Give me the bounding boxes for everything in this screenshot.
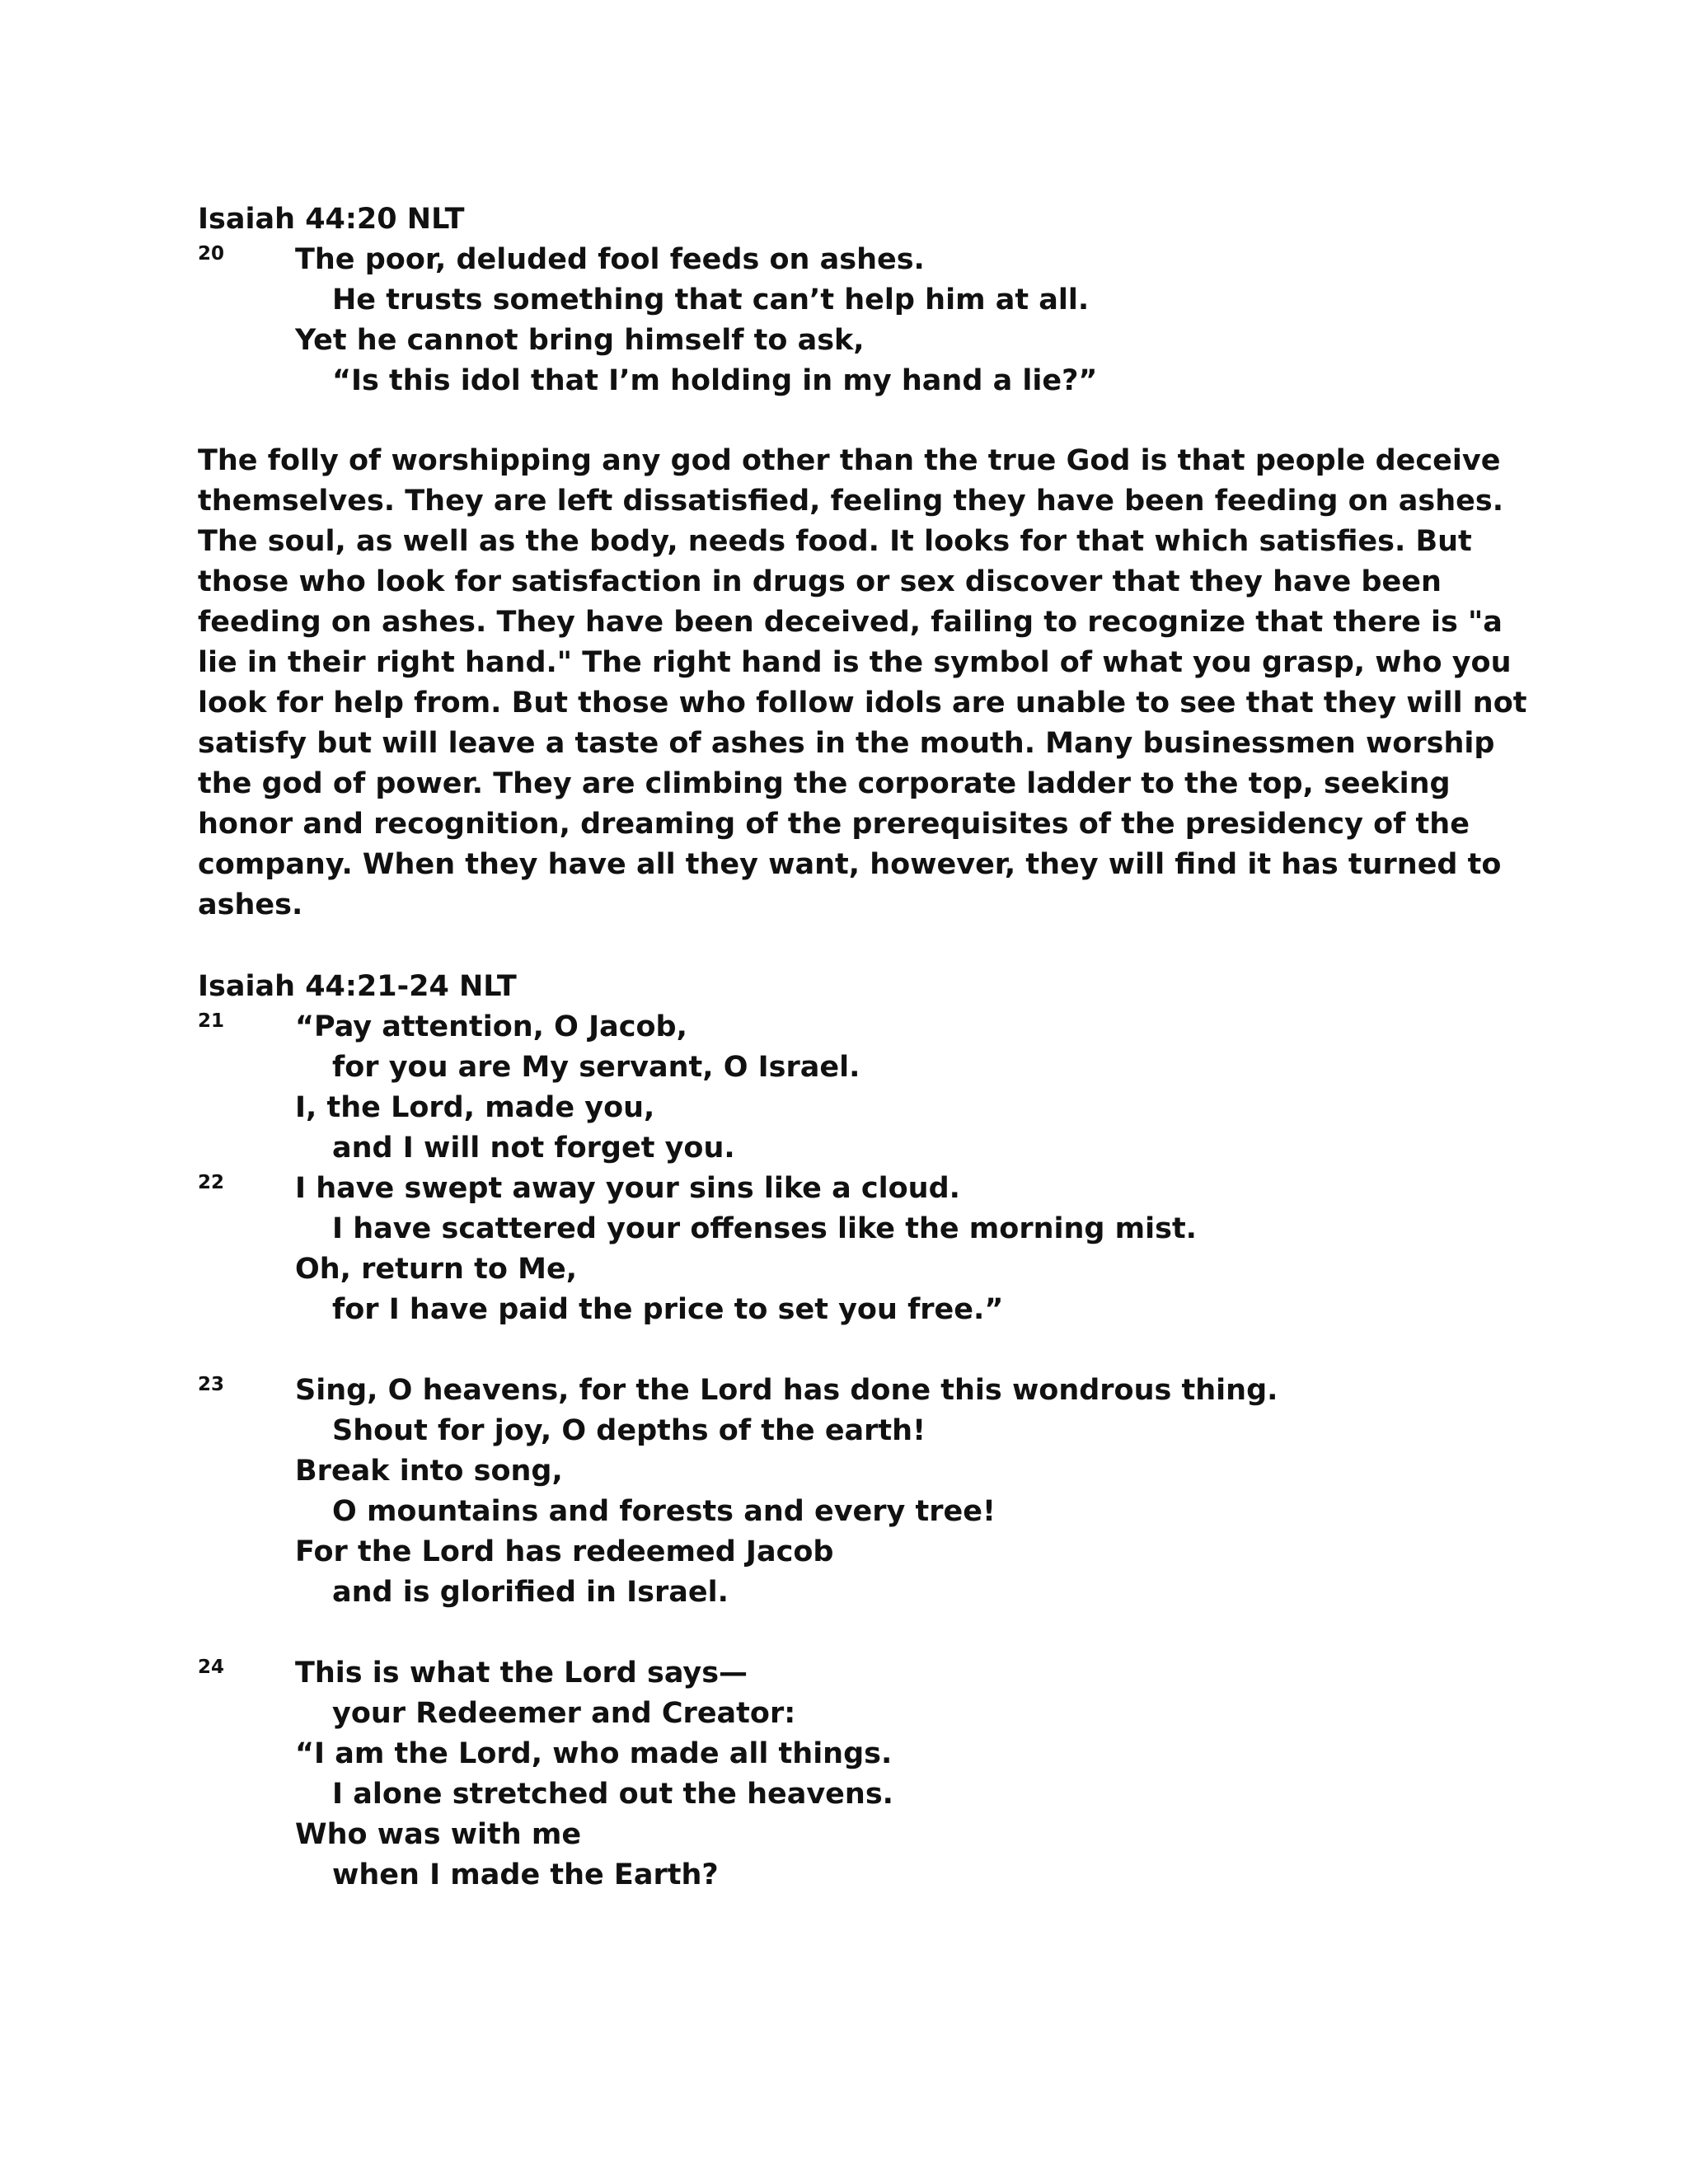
verse-text: “I am the Lord, who made all things. <box>295 1737 893 1770</box>
verse-line <box>198 1047 860 1088</box>
verse-line <box>198 1572 729 1613</box>
verse-text: I, the Lord, made you, <box>295 1091 655 1124</box>
verse-line <box>198 1451 563 1492</box>
verse-line <box>198 1088 655 1128</box>
verse-text: your Redeemer and Creator: <box>332 1697 796 1730</box>
commentary-line: the god of power. They are climbing the corporate ladder to the top, seeking <box>198 767 1451 800</box>
verse-text: For the Lord has redeemed Jacob <box>295 1535 834 1568</box>
verse-number: 23 <box>198 1374 225 1395</box>
commentary-line: satisfy but will leave a taste of ashes in the mouth. Many businessmen worship <box>198 727 1495 760</box>
verse-text: “Is this idol that I’m holding in my hand a lie?” <box>332 364 1098 397</box>
stanza-break <box>198 1613 517 1653</box>
verse-line <box>198 1128 735 1169</box>
verse-text: for you are My servant, O Israel. <box>332 1051 860 1084</box>
verse-text: “Pay attention, O Jacob, <box>295 1010 687 1043</box>
verse-lines <box>198 240 1098 401</box>
verse-number: 24 <box>198 1657 225 1678</box>
verse-line <box>198 321 865 361</box>
verse-line <box>198 1371 1278 1411</box>
verse-text: I alone stretched out the heavens. <box>332 1778 893 1811</box>
verse-text: I have scattered your offenses like the morning mist. <box>332 1212 1197 1245</box>
commentary-line: honor and recognition, dreaming of the prerequisites of the presidency of the <box>198 808 1470 841</box>
commentary-line: The folly of worshipping any god other than the true God is that people deceive <box>198 444 1501 477</box>
verse-line <box>198 1653 748 1694</box>
verse-text: The poor, deluded fool feeds on ashes. <box>295 243 925 276</box>
verse-text: Shout for joy, O depths of the earth! <box>332 1414 926 1447</box>
verse-number: 21 <box>198 1010 225 1032</box>
verse-text: He trusts something that can’t help him at all. <box>332 284 1090 316</box>
verse-line <box>198 1734 893 1774</box>
verse-line <box>198 1411 926 1451</box>
verse-line <box>198 280 1090 321</box>
verse-text: Sing, O heavens, for the Lord has done this wondrous thing. <box>295 1374 1278 1407</box>
commentary-paragraph <box>198 441 1527 926</box>
verse-line <box>198 1815 582 1855</box>
verse-text: and I will not forget you. <box>332 1132 735 1165</box>
commentary-line: lie in their right hand." The right hand is the symbol of what you grasp, who you <box>198 646 1512 679</box>
verse-line <box>198 1169 960 1209</box>
verse-text: when I made the Earth? <box>332 1858 719 1891</box>
verse-text: Who was with me <box>295 1818 582 1851</box>
verse-text: Oh, return to Me, <box>295 1253 577 1286</box>
verse-number: 20 <box>198 243 225 265</box>
verse-line <box>198 1855 719 1896</box>
verse-text: I have swept away your sins like a cloud. <box>295 1172 960 1205</box>
verse-text: for I have paid the price to set you free.” <box>332 1293 1004 1326</box>
commentary-line: themselves. They are left dissatisfied, feeling they have been feeding on ashes. <box>198 485 1504 518</box>
passage-heading: Isaiah 44:20 NLT <box>198 203 465 236</box>
passage-heading: Isaiah 44:21-24 NLT <box>198 970 517 1003</box>
verse-line <box>198 1007 687 1047</box>
commentary-line: feeding on ashes. They have been deceived, failing to recognize that there is "a <box>198 606 1503 639</box>
verse-line <box>198 1492 996 1532</box>
verse-line <box>198 1532 834 1572</box>
verse-lines <box>198 1007 1278 1896</box>
verse-text: This is what the Lord says— <box>295 1657 748 1690</box>
verse-line <box>198 240 925 280</box>
verse-line <box>198 361 1098 401</box>
verse-line <box>198 1774 893 1815</box>
passage-1 <box>198 199 1098 401</box>
stanza-break <box>198 1330 517 1371</box>
verse-line <box>198 1290 1004 1330</box>
commentary-line: look for help from. But those who follow idols are unable to see that they will not <box>198 687 1527 719</box>
verse-text: O mountains and forests and every tree! <box>332 1495 996 1528</box>
verse-text: and is glorified in Israel. <box>332 1576 729 1609</box>
verse-text: Yet he cannot bring himself to ask, <box>295 324 865 357</box>
verse-text: Break into song, <box>295 1455 563 1488</box>
verse-number: 22 <box>198 1172 225 1193</box>
verse-line <box>198 1249 577 1290</box>
verse-line <box>198 1694 796 1734</box>
commentary-line: those who look for satisfaction in drugs or sex discover that they have been <box>198 565 1442 598</box>
verse-line <box>198 1209 1197 1249</box>
passage-2 <box>198 967 1278 1896</box>
commentary-line: company. When they have all they want, however, they will find it has turned to <box>198 848 1502 881</box>
commentary-line: The soul, as well as the body, needs food. It looks for that which satisfies. But <box>198 525 1472 558</box>
commentary-line: ashes. <box>198 888 303 921</box>
